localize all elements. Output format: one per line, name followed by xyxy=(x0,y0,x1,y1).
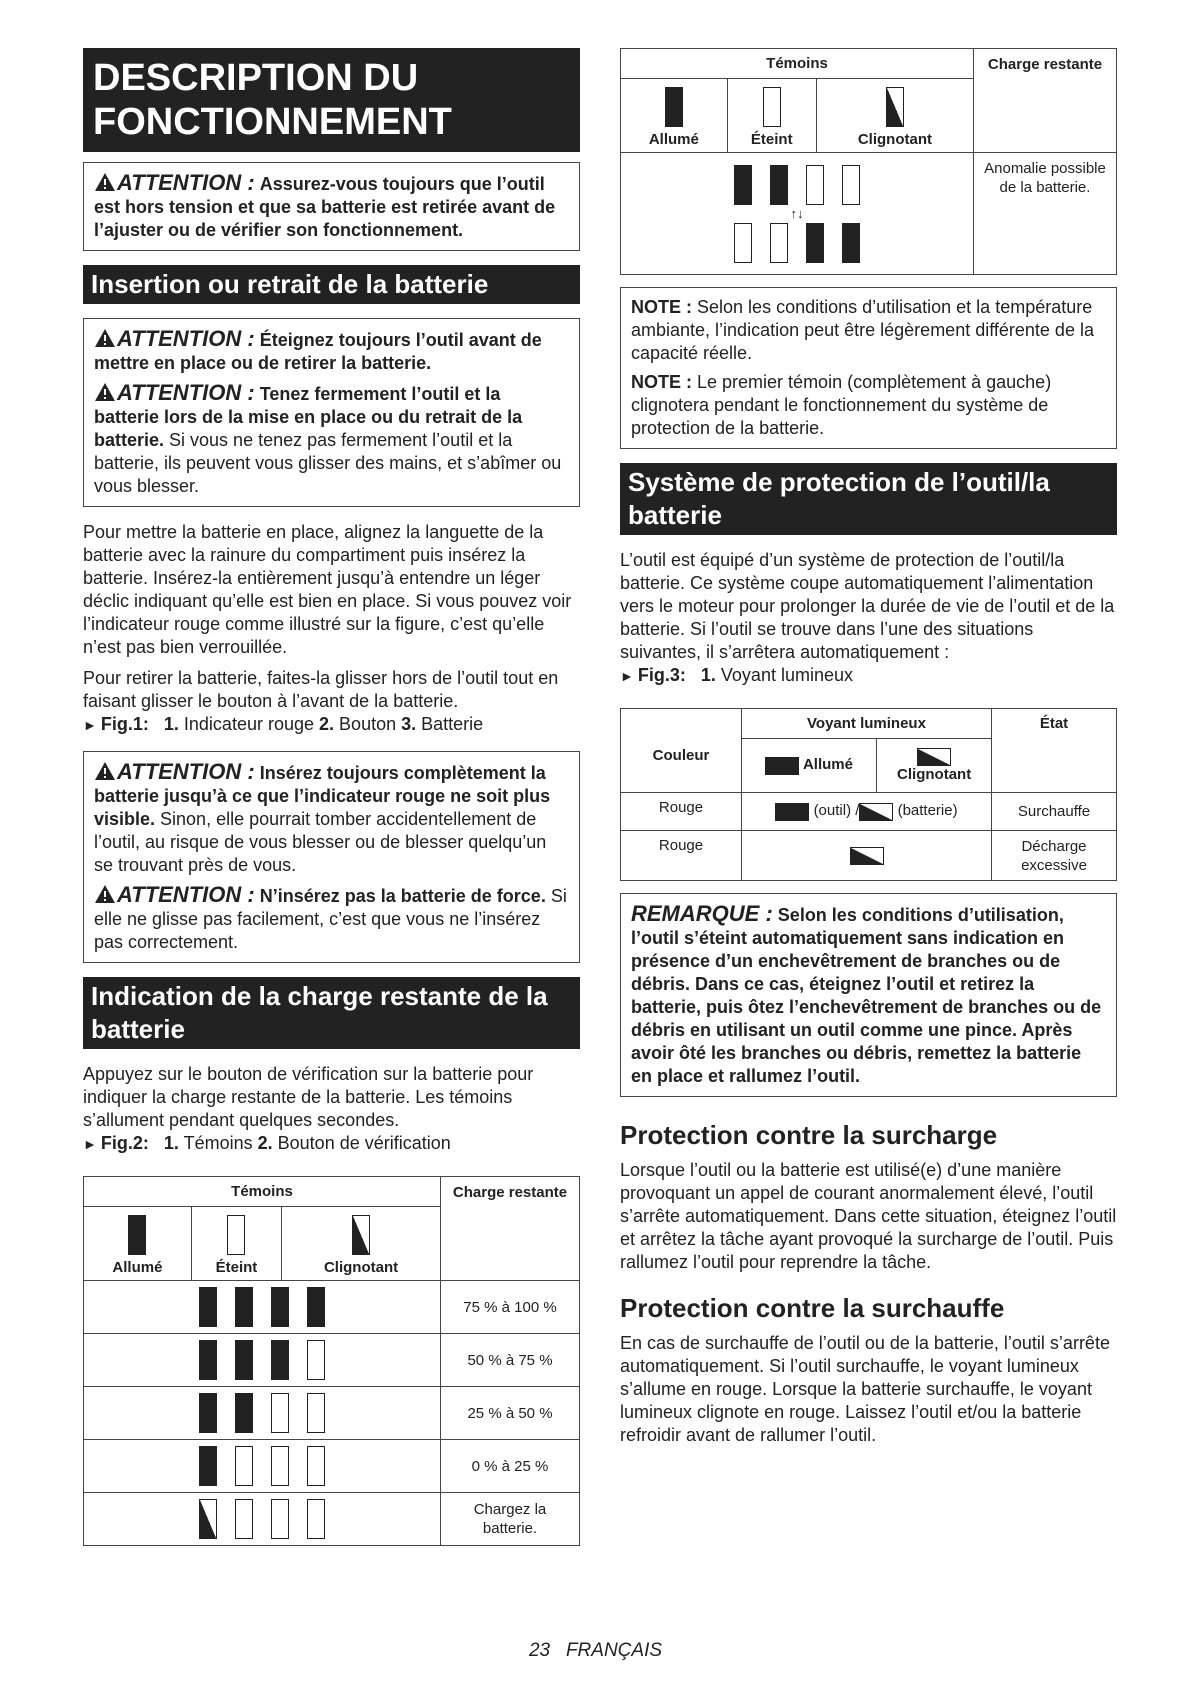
led-cell xyxy=(84,1493,441,1546)
arrow-right-icon: ► xyxy=(83,1136,97,1152)
figure-item-number: 1. xyxy=(163,1133,179,1153)
note-label: NOTE : xyxy=(631,372,692,392)
lamp-on-icon xyxy=(199,1446,217,1486)
lamp-off-icon xyxy=(307,1499,325,1539)
figure-reference-1 xyxy=(83,713,580,737)
legend-label: Allumé xyxy=(802,756,853,774)
lamp-on-icon xyxy=(734,165,752,205)
lamp-off-icon xyxy=(307,1446,325,1486)
lamp-tool-label: (outil) / xyxy=(813,802,860,820)
led-cell xyxy=(84,1281,441,1334)
lamp-off-icon xyxy=(770,223,788,263)
figure-reference-3 xyxy=(620,664,1117,688)
right-column xyxy=(620,48,1117,1455)
arrow-right-icon: ► xyxy=(83,717,97,733)
charge-table xyxy=(83,1176,580,1546)
charge-value: 75 % à 100 % xyxy=(441,1281,580,1334)
figure-label: Fig.2: xyxy=(100,1133,149,1153)
legend-label: Allumé xyxy=(648,131,699,148)
table-row xyxy=(84,1281,580,1334)
figure-item-number: 1. xyxy=(163,714,179,734)
attention-label: ATTENTION : xyxy=(117,326,255,351)
lamp-blink-icon xyxy=(917,748,951,766)
attention-text: Assurez-vous toujours que l’outil est hors tension et que sa batterie est retirée avant de l’ajuster ou de vérifier son fonctionnement. xyxy=(94,174,556,240)
attention-text: Sinon, elle pourrait tomber accidentellement de l’outil, au risque de vous blesser ou de blesser quelqu’un se trouvant près de vous. xyxy=(94,809,547,875)
attention-box-full-insert xyxy=(83,751,580,963)
lamp-on-icon xyxy=(307,1287,325,1327)
section-title-battery-insert: Insertion ou retrait de la batterie xyxy=(83,265,580,304)
attention-text: Éteignez toujours l’outil avant de mettre en place ou de retirer la batterie. xyxy=(94,330,542,373)
legend-off xyxy=(191,1207,281,1281)
legend-blink xyxy=(816,79,973,153)
charge-value: 25 % à 50 % xyxy=(441,1387,580,1440)
figure-label: Fig.3: xyxy=(637,665,686,685)
lamp-on-icon xyxy=(235,1340,253,1380)
figure-item-text: Témoins xyxy=(183,1133,253,1153)
lamp-off-icon xyxy=(271,1446,289,1486)
warning-icon xyxy=(94,172,116,192)
lamp-off-icon xyxy=(842,165,860,205)
left-column xyxy=(83,48,580,1546)
lamp-blink-icon xyxy=(886,87,904,127)
lamp-off-icon xyxy=(271,1499,289,1539)
figure-item-text: Indicateur rouge xyxy=(183,714,314,734)
note-text: Le premier témoin (complètement à gauche) clignotera pendant le fonctionnement du système de protection de la batterie. xyxy=(631,372,1052,438)
note-label: NOTE : xyxy=(631,297,692,317)
up-down-arrows-icon: ↑↓ xyxy=(790,205,804,221)
protection-table xyxy=(620,708,1117,881)
legend-label: Éteint xyxy=(215,1259,258,1276)
lamp-off-icon xyxy=(235,1446,253,1486)
led-cell xyxy=(84,1334,441,1387)
lamp-off-icon xyxy=(235,1499,253,1539)
legend-label: Clignotant xyxy=(857,131,932,148)
table-row xyxy=(84,1440,580,1493)
led-cell xyxy=(84,1387,441,1440)
paragraph-protection: L’outil est équipé d’un système de protection de l’outil/la batterie. Ce système coupe automatiquement l’alimentation vers le moteur pour prolonger la durée de vie de l’outil et de la batterie. Si l’outil se trouve dans l’une des situations suivantes, il s’arrêtera automatiquement : xyxy=(620,550,1115,662)
lamp-on-icon xyxy=(665,87,683,127)
attention-label: ATTENTION : xyxy=(117,882,255,907)
attention-label: ATTENTION : xyxy=(117,170,255,195)
remark-label: REMARQUE : xyxy=(631,901,773,926)
figure-item-text: Bouton xyxy=(339,714,397,734)
legend-lamp-on xyxy=(742,739,877,793)
lamp-on-icon xyxy=(199,1287,217,1327)
row-state: Surchauffe xyxy=(992,793,1117,831)
lamp-on-icon xyxy=(271,1287,289,1327)
table-header-charge: Charge restante xyxy=(974,49,1117,153)
lamp-off-icon xyxy=(307,1393,325,1433)
lamp-on-icon xyxy=(775,803,809,821)
table-row xyxy=(84,1493,580,1546)
anomaly-leds-cell xyxy=(621,153,974,275)
led-row-top xyxy=(621,165,973,205)
lamp-blink-icon xyxy=(850,847,884,865)
legend-label: Clignotant xyxy=(323,1259,399,1276)
warning-icon xyxy=(94,382,116,402)
figure-item-number: 1. xyxy=(700,665,716,685)
attention-box-insert xyxy=(83,318,580,507)
paragraph-insert: Pour mettre la batterie en place, alignez la languette de la batterie avec la rainure du compartiment puis insérez la batterie. Insérez-la entièrement jusqu’à entendre un léger déclic indiquant qu’elle est bien en place. Si vous pouvez voir l’indicateur rouge comme illustré sur la figure, c’est qu’elle n’est pas bien verrouillée. xyxy=(83,522,572,657)
row-lamp-cell xyxy=(742,831,992,881)
legend-lamp-blink xyxy=(877,739,992,793)
lamp-on-icon xyxy=(765,757,799,775)
table-header-state: État xyxy=(992,709,1117,793)
subsection-title-overload: Protection contre la surcharge xyxy=(620,1120,998,1150)
row-lamp-cell xyxy=(742,793,992,831)
led-row-bottom xyxy=(621,223,973,263)
attention-label: ATTENTION : xyxy=(117,380,255,405)
attention-text: Si elle ne glisse pas facilement, c’est que vous ne l’insérez pas correctement. xyxy=(94,886,567,952)
section-title-protection: Système de protection de l’outil/la batterie xyxy=(620,463,1117,535)
paragraph-overload: Lorsque l’outil ou la batterie est utilisé(e) d’une manière provoquant un appel de courant anormalement élevé, l’outil s’arrête automatiquement. Dans cette situation, éteignez l’outil et arrêtez la tâche ayant provoqué la surcharge de l’outil. Puis rallumez l’outil pour reprendre la tâche. xyxy=(620,1160,1117,1272)
lamp-off-icon xyxy=(763,87,781,127)
subsection-title-overheat: Protection contre la surchauffe xyxy=(620,1293,1005,1323)
attention-label: ATTENTION : xyxy=(117,759,255,784)
table-header-lamp: Voyant lumineux xyxy=(742,709,992,739)
row-color: Rouge xyxy=(621,831,742,881)
warning-icon xyxy=(94,761,116,781)
charge-value: Chargez la batterie. xyxy=(441,1493,580,1546)
warning-icon xyxy=(94,884,116,904)
lamp-on-icon xyxy=(235,1287,253,1327)
section-title-charge-indication: Indication de la charge restante de la batterie xyxy=(83,977,580,1049)
figure-reference-2 xyxy=(83,1132,580,1156)
table-header-color: Couleur xyxy=(621,709,742,793)
remark-box xyxy=(620,893,1117,1097)
figure-item-text: Bouton de vérification xyxy=(277,1133,451,1153)
paragraph-charge: Appuyez sur le bouton de vérification sur la batterie pour indiquer la charge restante de la batterie. Les témoins s’allument pendant quelques secondes. xyxy=(83,1064,534,1130)
table-row xyxy=(84,1387,580,1440)
warning-icon xyxy=(94,328,116,348)
lamp-battery-label: (batterie) xyxy=(897,802,958,820)
charge-value: 0 % à 25 % xyxy=(441,1440,580,1493)
led-cell xyxy=(84,1440,441,1493)
legend-label: Allumé xyxy=(112,1259,163,1276)
arrow-right-icon: ► xyxy=(620,668,634,684)
lamp-off-icon xyxy=(227,1215,245,1255)
lamp-on-icon xyxy=(770,165,788,205)
lamp-off-icon xyxy=(734,223,752,263)
lamp-off-icon xyxy=(806,165,824,205)
legend-label: Éteint xyxy=(750,131,793,148)
legend-label: Clignotant xyxy=(897,766,972,784)
lamp-off-icon xyxy=(307,1340,325,1380)
charge-value: 50 % à 75 % xyxy=(441,1334,580,1387)
anomaly-charge-text: Anomalie possible de la batterie. xyxy=(974,153,1117,275)
figure-item-number: 2. xyxy=(257,1133,273,1153)
lamp-on-icon xyxy=(842,223,860,263)
attention-text-bold: Insérez toujours complètement la batterie jusqu’à ce que l’indicateur rouge ne soit plus visible. xyxy=(94,763,551,829)
figure-label: Fig.1: xyxy=(100,714,149,734)
page-number: 23 xyxy=(528,1640,551,1661)
legend-off xyxy=(727,79,816,153)
attention-box-general xyxy=(83,162,580,251)
paragraph-overheat: En cas de surchauffe de l’outil ou de la batterie, l’outil s’arrête automatiquement. Si l’outil surchauffe, le voyant lumineux s’allume en rouge. Lorsque la batterie surchauffe, le voyant lumineux clignote en rouge. Laissez l’outil et/ou la batterie refroidir avant de rallumer l’outil. xyxy=(620,1333,1110,1445)
anomaly-table xyxy=(620,48,1117,275)
figure-item-number: 2. xyxy=(319,714,335,734)
lamp-on-icon xyxy=(199,1393,217,1433)
remark-text: Selon les conditions d’utilisation, l’outil s’éteint automatiquement sans indication en présence d’un enchevêtrement de branches ou de débris. Dans ce cas, éteignez l’outil et retirez la batterie, puis ôtez l’enchevêtrement de branches ou de débris en utilisant un outil comme une pince. Après avoir ôté les branches ou débris, remettez la batterie en place et rallumez l’outil. xyxy=(631,905,1102,1086)
lamp-blink-icon xyxy=(352,1215,370,1255)
footer-language: FRANÇAIS xyxy=(565,1640,663,1661)
row-state: Décharge excessive xyxy=(992,831,1117,881)
page-footer xyxy=(0,1640,1191,1662)
attention-text-bold: N’insérez pas la batterie de force. xyxy=(259,886,546,906)
lamp-off-icon xyxy=(271,1393,289,1433)
table-row xyxy=(84,1334,580,1387)
legend-on xyxy=(84,1207,192,1281)
figure-item-number: 3. xyxy=(401,714,417,734)
figure-item-text: Voyant lumineux xyxy=(720,665,853,685)
lamp-blink-icon xyxy=(199,1499,217,1539)
paragraph-remove: Pour retirer la batterie, faites-la glisser hors de l’outil tout en faisant glisser le bouton à l’avant de la batterie. xyxy=(83,668,559,711)
lamp-blink-icon xyxy=(859,803,893,821)
attention-text: Si vous ne tenez pas fermement l’outil et la batterie, ils peuvent vous glisser des mains, et s’abîmer ou vous blesser. xyxy=(94,430,562,496)
table-header-lamps: Témoins xyxy=(621,49,974,79)
lamp-on-icon xyxy=(806,223,824,263)
figure-item-text: Batterie xyxy=(421,714,484,734)
lamp-on-icon xyxy=(271,1340,289,1380)
lamp-on-icon xyxy=(128,1215,146,1255)
lamp-on-icon xyxy=(235,1393,253,1433)
attention-text-bold: Tenez fermement l’outil et la batterie lors de la mise en place ou du retrait de la batterie. xyxy=(94,384,523,450)
table-header-charge: Charge restante xyxy=(441,1177,580,1281)
page-title: DESCRIPTION DU FONCTIONNEMENT xyxy=(83,48,580,152)
legend-blink xyxy=(282,1207,441,1281)
note-text: Selon les conditions d’utilisation et la température ambiante, l’indication peut être légèrement différente de la capacité réelle. xyxy=(631,297,1094,363)
legend-on xyxy=(621,79,728,153)
lamp-on-icon xyxy=(199,1340,217,1380)
row-color: Rouge xyxy=(621,793,742,831)
notes-box xyxy=(620,287,1117,449)
table-header-lamps: Témoins xyxy=(84,1177,441,1207)
